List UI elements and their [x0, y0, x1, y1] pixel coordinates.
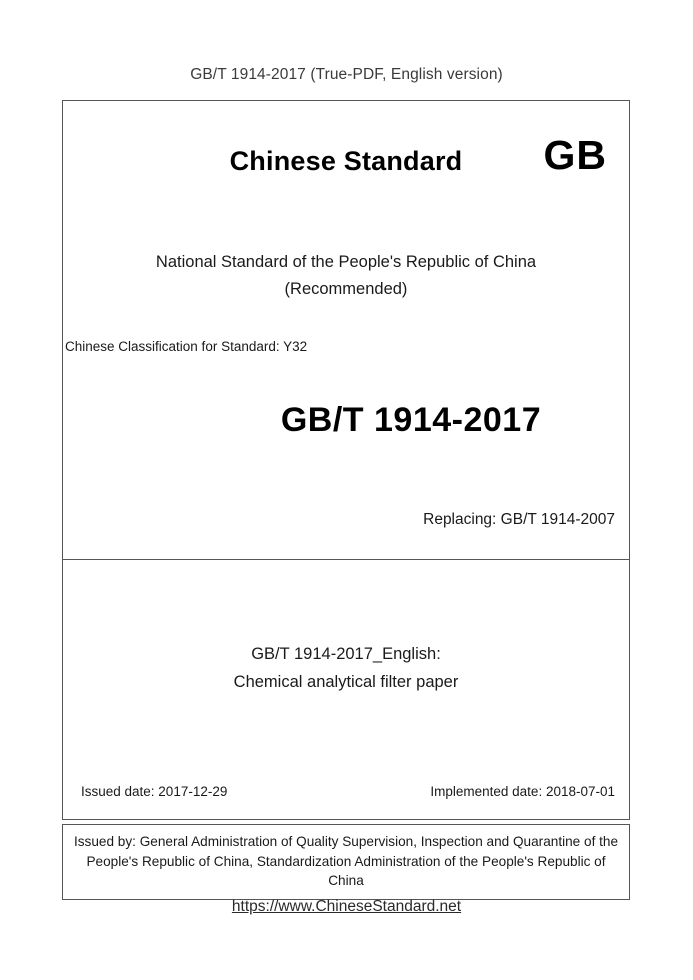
title-row	[63, 132, 629, 206]
implemented-date: Implemented date: 2018-07-01	[430, 784, 615, 799]
standard-cover-frame	[62, 100, 630, 820]
document-name-line-2: Chemical analytical filter paper	[233, 673, 459, 691]
cover-subtitle-line-2: (Recommended)	[284, 280, 408, 298]
issued-date: Issued date: 2017-12-29	[81, 784, 228, 799]
cover-subtitle-line-1: National Standard of the People's Republic of China	[155, 253, 537, 271]
dates-row	[63, 784, 629, 804]
document-name	[63, 640, 629, 696]
cover-subtitle	[63, 249, 629, 303]
cover-lower-section	[63, 560, 629, 820]
page-title: GB/T 1914-2017 (True-PDF, English version)	[190, 66, 503, 83]
standard-code: GB/T 1914-2017	[280, 401, 542, 439]
website-link[interactable]: https://www.ChineseStandard.net	[231, 898, 462, 915]
cover-upper-section	[63, 101, 629, 560]
document-name-line-1: GB/T 1914-2017_English:	[251, 645, 441, 663]
classification-text: Chinese Classification for Standard: Y32	[65, 339, 308, 354]
replacing-text: Replacing: GB/T 1914-2007	[423, 511, 615, 528]
issued-by-box: Issued by: General Administration of Quality Supervision, Inspection and Quarantine of the People's Republic of China, Standardization Administration of the People's Republic of China	[62, 824, 630, 900]
cover-main-title: Chinese Standard	[229, 146, 463, 176]
gb-logo: GB	[543, 132, 607, 178]
